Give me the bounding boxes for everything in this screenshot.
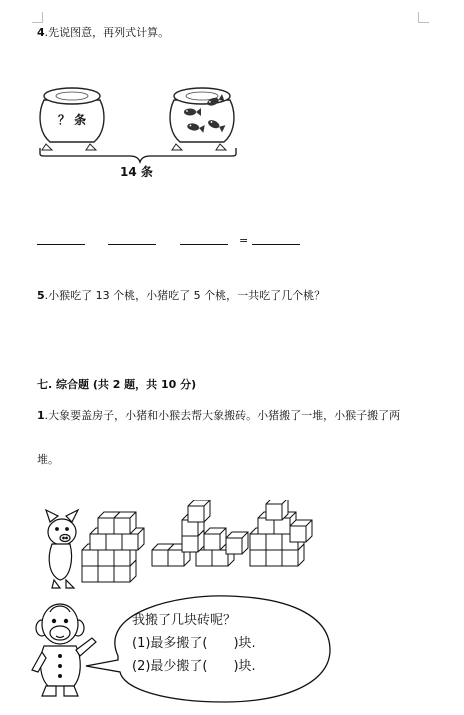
total-label: 14 条 <box>120 165 153 179</box>
fish-bowls-figure <box>34 82 246 180</box>
brick-pile-1 <box>82 512 144 582</box>
question-5-text: .小猴吃了 13 个桃，小猪吃了 5 个桃，一共吃了几个桃？ <box>44 289 326 302</box>
page-corner-mark-left <box>32 12 43 23</box>
speech-max-line: (1)最多搬了( )块. <box>132 636 256 651</box>
bricks-illustration <box>28 500 340 705</box>
question-7-1-line1 <box>37 409 400 423</box>
answer-blank-3[interactable] <box>180 244 228 245</box>
piglet-icon <box>46 510 78 588</box>
question-5-number: 5 <box>37 289 45 302</box>
right-fishbowl <box>170 88 234 150</box>
question-7-1-line2: 堆。 <box>37 453 59 466</box>
answer-blank-1[interactable] <box>37 244 85 245</box>
answer-blank-2[interactable] <box>108 244 156 245</box>
question-4-number: 4 <box>37 26 45 39</box>
answer-blank-result[interactable] <box>252 244 300 245</box>
section-7-title: 七. 综合题 (共 2 题，共 10 分) <box>37 378 197 391</box>
question-4-text: .先说图意，再列式计算。 <box>44 26 170 39</box>
speech-min-line: (2)最少搬了( )块. <box>132 659 256 674</box>
monkey-icon <box>32 604 96 696</box>
page-corner-mark-right <box>418 12 429 23</box>
question-7-1-number: 1 <box>37 409 45 422</box>
total-brace <box>40 148 236 162</box>
brick-pile-3 <box>250 500 312 566</box>
equals-sign: = <box>239 234 249 247</box>
question-5 <box>37 289 325 303</box>
left-bowl-label: ？ 条 <box>58 113 87 127</box>
question-4-heading <box>37 26 169 40</box>
brick-pile-2 <box>152 500 248 566</box>
speech-question: 我搬了几块砖呢？ <box>132 613 237 628</box>
question-7-1-text: .大象要盖房子，小猪和小猴去帮大象搬砖。小猪搬了一堆，小猴子搬了两 <box>44 409 401 422</box>
